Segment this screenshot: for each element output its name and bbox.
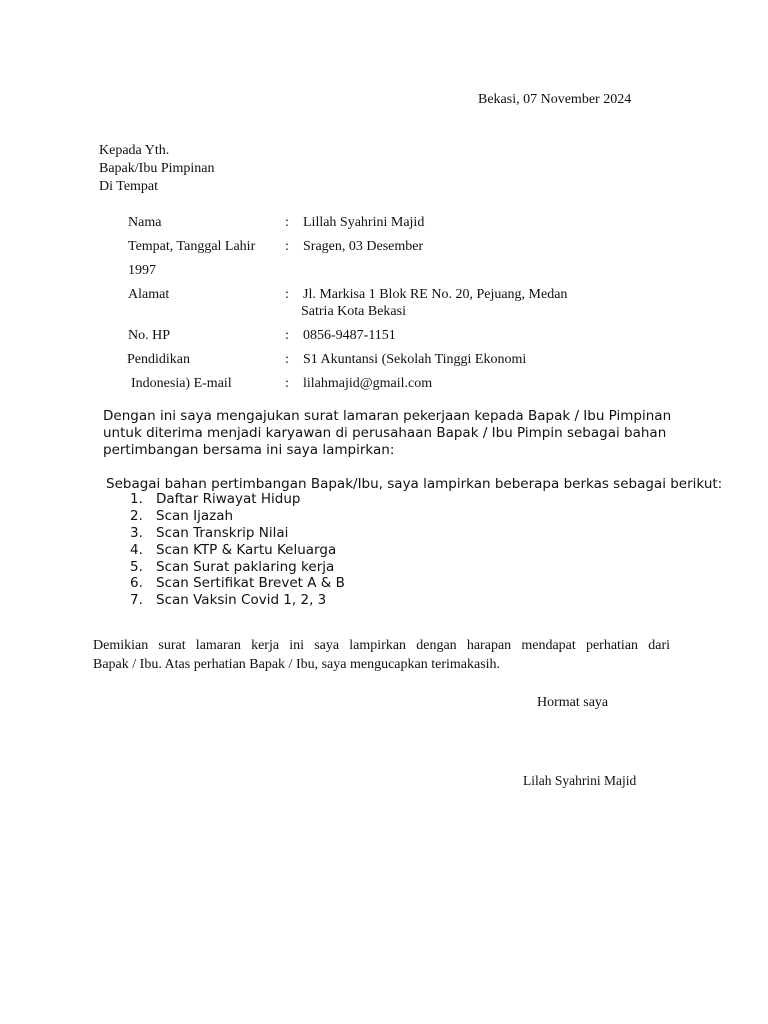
- closing-line-2: Bapak / Ibu. Atas perhatian Bapak / Ibu, saya mengucapkan terimakasih.: [93, 657, 501, 672]
- list-item-text: Scan Ijazah: [156, 508, 234, 524]
- list-item-text: Scan Sertifikat Brevet A & B: [156, 575, 345, 591]
- intro-line-2: untuk diterima menjadi karyawan di perusahaan Bapak / Ibu Pimpin sebagai bahan: [103, 425, 667, 441]
- pendidikan-value: S1 Akuntansi (Sekolah Tinggi Ekonomi: [303, 352, 527, 367]
- nama-value: Lillah Syahrini Majid: [303, 215, 425, 230]
- alamat-value-2: Satria Kota Bekasi: [301, 304, 406, 319]
- list-item-number: 5.: [130, 559, 143, 575]
- nama-colon: :: [285, 215, 289, 230]
- recipient-line-3: Di Tempat: [99, 179, 159, 194]
- alamat-label: Alamat: [128, 287, 170, 302]
- alamat-colon: :: [285, 287, 289, 302]
- list-item-number: 1.: [130, 491, 143, 507]
- list-item: [130, 525, 288, 542]
- attachments-intro: Sebagai bahan pertimbangan Bapak/Ibu, saya lampirkan beberapa berkas sebagai berikut:: [106, 476, 723, 492]
- list-item-text: Scan KTP & Kartu Keluarga: [156, 542, 337, 558]
- pendidikan-colon: :: [285, 352, 289, 367]
- intro-line-1: Dengan ini saya mengajukan surat lamaran pekerjaan kepada Bapak / Ibu Pimpinan: [103, 408, 672, 424]
- ttl-label: Tempat, Tanggal Lahir: [128, 239, 256, 254]
- closing-paragraph: [93, 637, 670, 673]
- list-item: [130, 491, 300, 508]
- list-item-text: Scan Vaksin Covid 1, 2, 3: [156, 592, 327, 608]
- pendidikan-label: Pendidikan: [127, 352, 190, 367]
- hp-label: No. HP: [128, 328, 171, 343]
- alamat-value-1: Jl. Markisa 1 Blok RE No. 20, Pejuang, Medan: [303, 287, 568, 302]
- recipient-line-1: Kepada Yth.: [99, 143, 170, 158]
- list-item-text: Scan Surat paklaring kerja: [156, 559, 335, 575]
- nama-label: Nama: [128, 215, 162, 230]
- ttl-colon: :: [285, 239, 289, 254]
- list-item-number: 7.: [130, 592, 143, 608]
- list-item: [130, 542, 336, 559]
- list-item: [130, 575, 345, 592]
- hp-value: 0856-9487-1151: [303, 328, 396, 343]
- hp-colon: :: [285, 328, 289, 343]
- list-item-text: Scan Transkrip Nilai: [156, 525, 289, 541]
- list-item-number: 6.: [130, 575, 143, 591]
- intro-line-3: pertimbangan bersama ini saya lampirkan:: [103, 442, 395, 458]
- list-item: [130, 559, 334, 576]
- ttl-value-wrap: 1997: [128, 263, 156, 278]
- email-colon: :: [285, 376, 289, 391]
- recipient-line-2: Bapak/Ibu Pimpinan: [99, 161, 215, 176]
- ttl-value: Sragen, 03 Desember: [303, 239, 424, 254]
- list-item: [130, 508, 233, 525]
- closing-line-1: Demikian surat lamaran kerja ini saya lampirkan dengan harapan mendapat perhatian dari: [93, 638, 670, 653]
- list-item-text: Daftar Riwayat Hidup: [156, 491, 301, 507]
- email-label: Indonesia) E-mail: [131, 376, 232, 391]
- list-item-number: 4.: [130, 542, 143, 558]
- email-value: lilahmajid@gmail.com: [303, 376, 433, 391]
- list-item-number: 2.: [130, 508, 143, 524]
- list-item-number: 3.: [130, 525, 143, 541]
- letter-date: Bekasi, 07 November 2024: [478, 92, 632, 107]
- signature-name: Lilah Syahrini Majid: [523, 773, 637, 788]
- list-item: [130, 592, 326, 609]
- regards: Hormat saya: [537, 695, 609, 710]
